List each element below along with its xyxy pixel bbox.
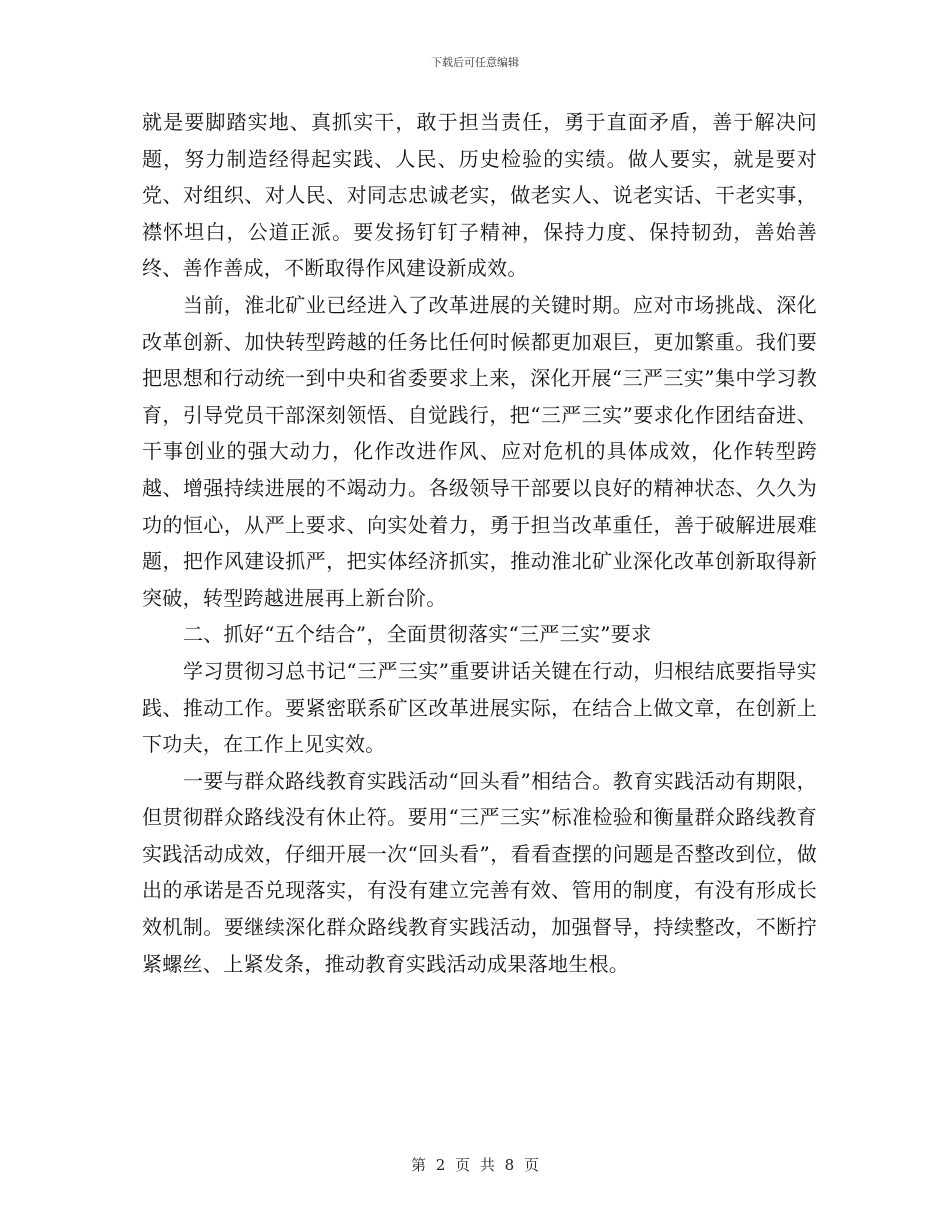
document-body xyxy=(142,104,817,982)
page-number: 第 2 页 共 8 页 xyxy=(411,1156,539,1174)
paragraph-4: 一要与群众路线教育实践活动“回头看”相结合。教育实践活动有期限，但贯彻群众路线没有休止符。要用“三严三实”标准检验和衡量群众路线教育实践活动成效，仔细开展一次“回头看”，看看查摆的问题是否整改到位，做出的承诺是否兑现落实，有没有建立完善有效、管用的制度，有没有形成长效机制。要继续深化群众路线教育实践活动，加强督导，持续整改，不断拧紧螺丝、上紧发条，推动教育实践活动成果落地生根。 xyxy=(142,768,817,976)
section-heading: 二、抓好“五个结合”，全面贯彻落实“三严三实”要求 xyxy=(183,622,652,647)
paragraph-1: 就是要脚踏实地、真抓实干，敢于担当责任，勇于直面矛盾，善于解决问题，努力制造经得起实践、人民、历史检验的实绩。做人要实，就是要对党、对组织、对人民、对同志忠诚老实，做老实人、说老实话、干老实事，襟怀坦白，公道正派。要发扬钉钉子精神，保持力度、保持韧劲，善始善终、善作善成，不断取得作风建设新成效。 xyxy=(142,110,817,281)
page-header: 下载后可任意编辑 xyxy=(431,56,519,69)
paragraph-2: 当前，淮北矿业已经进入了改革进展的关键时期。应对市场挑战、深化改革创新、加快转型跨越的任务比任何时候都更加艰巨，更加繁重。我们要把思想和行动统一到中央和省委要求上来，深化开展“三严三实”集中学习教育，引导党员干部深刻领悟、自觉践行，把“三严三实”要求化作团结奋进、干事创业的强大动力，化作改进作风、应对危机的具体成效，化作转型跨越、增强持续进展的不竭动力。各级领导干部要以良好的精神状态、久久为功的恒心，从严上要求、向实处着力，勇于担当改革重任，善于破解进展难题，把作风建设抓严，把实体经济抓实，推动淮北矿业深化改革创新取得新突破，转型跨越进展再上新台阶。 xyxy=(142,292,817,610)
paragraph-3: 学习贯彻习总书记“三严三实”重要讲话关键在行动，归根结底要指导实践、推动工作。要紧密联系矿区改革进展实际，在结合上做文章，在创新上下功夫，在工作上见实效。 xyxy=(142,658,817,757)
